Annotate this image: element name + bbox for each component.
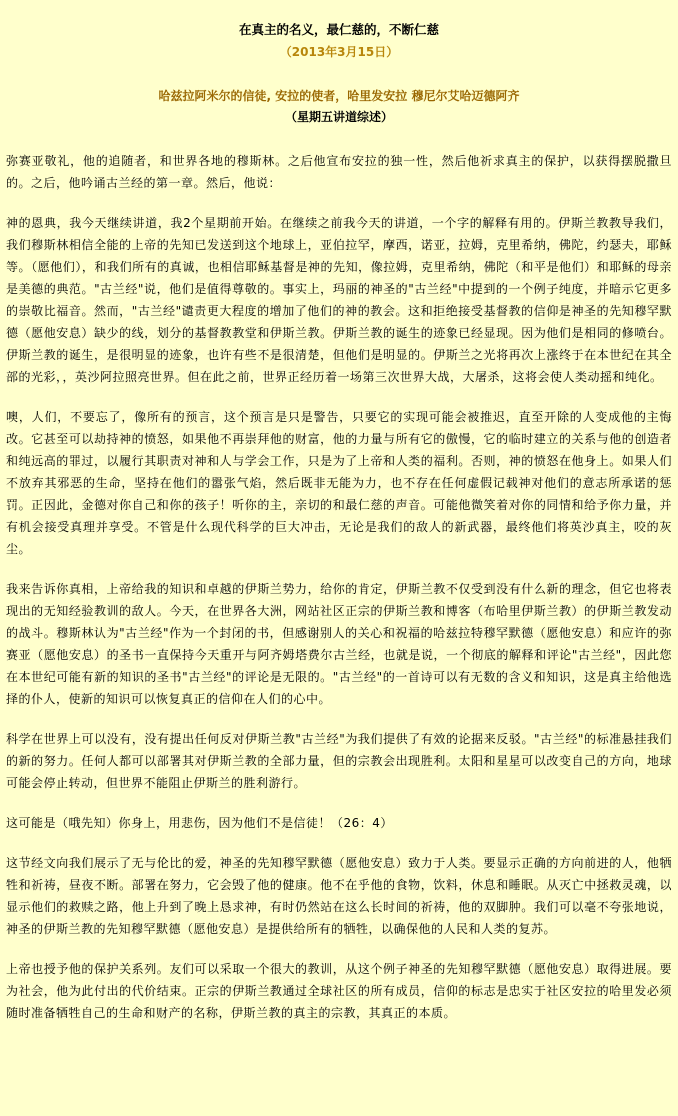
speaker-line: 哈兹拉阿米尔的信徒, 安拉的使者，哈里发安拉 穆尼尔艾哈迈德阿齐 (158, 89, 520, 103)
paragraph-science: 科学在世界上可以没有，没有提出任何反对伊斯兰教"古兰经"为我们提供了有效的论据来反驳。"古兰经"的标准悬挂我们的新的努力。任何人都可以部署其对伊斯兰教的全部力量，但的宗教会出现胜利。太阳和星星可以改变自己的方向，地球可能会停止转动，但世界不能阻止伊斯兰的胜利游行。 (6, 732, 672, 790)
sermon-date: （2013年3月15日） (279, 45, 399, 59)
paragraph-verse: 这可能是（哦先知）你身上，用悲伤，因为他们不是信徒！（26：4） (6, 816, 393, 830)
page-title: 在真主的名义，最仁慈的，不断仁慈 (238, 22, 439, 37)
paragraph-prophets: 神的恩典，我今天继续讲道，我2个星期前开始。在继续之前我今天的讲道，一个字的解释有用的。伊斯兰教教导我们，我们穆斯林相信全能的上帝的先知已发送到这个地球上，亚伯拉罕，摩西，诺亚，拉姆，克里希纳，佛陀，约瑟夫，耶稣等。（愿他们），和我们所有的真诚，也相信耶稣基督是神的先知，像拉姆，克里希纳，佛陀（和平是他们）和耶稣的母亲是美德的典范。"古兰经"说，他们是值得尊敬的。事实上，玛丽的神圣的"古兰经"中提到的一个例子纯度，并暗示它更多的崇敬比福音。然而，"古兰经"谴责更大程度的增加了他们的神的教会。这和拒绝接受基督教的信仰是神圣的先知穆罕默德（愿他安息）缺少的线，划分的基督教教堂和伊斯兰教。伊斯兰教的诞生的迹象已经显现。因为他们是相同的修喷台。伊斯兰教的诞生，是很明显的迹象，也许有些不是很清楚，但他们是明显的。伊斯兰之光将再次上涨终于在本世纪在其全部的光彩，，英沙阿拉照亮世界。但在此之前，世界正经历着一场第三次世界大战，大屠杀，这将会使人类动摇和纯化。 (6, 216, 672, 384)
paragraph-warning: 噢，人们，不要忘了，像所有的预言，这个预言是只是警告，只要它的实现可能会被推迟，直至开除的人变成他的主悔改。它甚至可以劫持神的愤怒，如果他不再崇拜他的财富，他的力量与所有它的傲慢，它的临时建立的关系与他的创造者和纯远高的罪过，以履行其职责对神和人与学会工作，只是为了上帝和人类的福利。否则，神的愤怒在他身上。如果人们不放弃其邪恶的生命，坚持在他们的嚣张气焰，然后既非无能为力，也不存在任何虚假记载神对他们的意志所承诺的惩罚。正因此，金德对你自己和你的孩子！听你的主，亲切的和最仁慈的声音。可能他微笑着对你的同情和给予你力量，并有机会接受真理并享受。不管是什么现代科学的巨大冲击，无论是我们的敌人的新武器，最终他们将英沙真主，咬的灰尘。 (6, 410, 672, 556)
paragraph-love: 这节经文向我们展示了无与伦比的爱，神圣的先知穆罕默德（愿他安息）致力于人类。要显示正确的方向前进的人，他牺牲和祈祷，昼夜不断。部署在努力，它会毁了他的健康。他不在乎他的食物，饮料，休息和睡眠。从灭亡中拯救灵魂，以显示他们的救赎之路，他上升到了晚上恳求神，有时仍然站在这么长时间的祈祷，他的双脚肿。我们可以毫不夸张地说，神圣的伊斯兰教的先知穆罕默德（愿他安息）是提供给所有的牺牲，以确保他的人民和人类的复苏。 (6, 856, 672, 936)
paragraph-intro: 弥赛亚敬礼，他的追随者，和世界各地的穆斯林。之后他宣布安拉的独一性，然后他祈求真主的保护，以获得摆脱撒旦的。之后，他吟诵古兰经的第一章。然后，他说： (6, 154, 672, 190)
series-label: （星期五讲道综述） (284, 110, 393, 124)
paragraph-truth: 我来告诉你真相，上帝给我的知识和卓越的伊斯兰势力，给你的肯定，伊斯兰教不仅受到没有什么新的理念，但它也将表现出的无知经验教训的敌人。今天，在世界各大洲，网站社区正宗的伊斯兰教和博客（布哈里伊斯兰教）的伊斯兰教发动的战斗。穆斯林认为"古兰经"作为一个封闭的书，但感谢别人的关心和祝福的哈兹拉特穆罕默德（愿他安息）和应许的弥赛亚（愿他安息）的圣书一直保持今天重开与阿齐姆塔费尔古兰经，也就是说，一个彻底的解释和评论"古兰经"，因此您在本世纪可能有新的知识的圣书"古兰经"的评论是无限的。"古兰经"的一首诗可以有无数的含义和知识，这是真主给他选择的仆人，使新的知识可以恢复真正的信仰在人们的心中。 (6, 582, 672, 706)
paragraph-sacrifice: 上帝也授予他的保护关系列。友们可以采取一个很大的教训，从这个例子神圣的先知穆罕默德（愿他安息）取得进展。要为社会，他为此付出的代价结束。正宗的伊斯兰教通过全球社区的所有成员，信仰的标志是忠实于社区安拉的哈里发必须随时准备牺牲自己的生命和财产的名称，伊斯兰教的真主的宗教，其真正的本质。 (6, 962, 672, 1020)
